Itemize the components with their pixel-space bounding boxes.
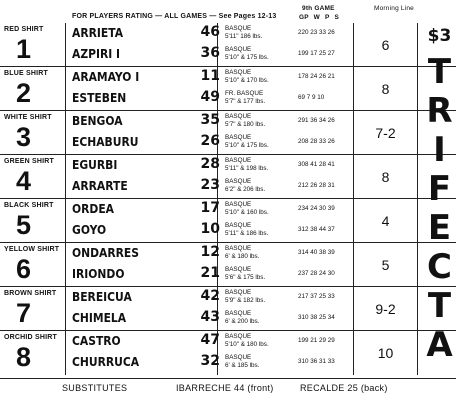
player-number: 23 (200, 177, 220, 193)
player-name: GOYO (72, 222, 107, 237)
player-info (225, 178, 265, 193)
post-row (0, 67, 456, 111)
player-size: 6'2" & 206 lbs. (225, 185, 266, 193)
morning-line-odds: 9-2 (375, 301, 396, 317)
morning-line-cell (353, 23, 418, 67)
player-stats: 291 36 34 26 (298, 117, 335, 124)
shirt-cell (0, 245, 64, 285)
player-info (225, 222, 268, 237)
shirt-color-label: BROWN SHIRT (4, 290, 57, 297)
shirt-cell (0, 289, 64, 329)
trifecta-price: $3 (427, 26, 452, 46)
shirt-color-label: BLACK SHIRT (4, 202, 54, 209)
player-stats: 220 23 33 26 (298, 29, 335, 36)
morning-line-odds: 6 (381, 37, 390, 53)
player-size: 5'10" & 160 lbs. (225, 208, 269, 216)
player-name: EGURBI (72, 157, 118, 172)
shirt-cell (0, 69, 64, 109)
player-info (225, 333, 269, 348)
player-size: 5'7" & 180 lbs. (225, 120, 266, 128)
player-stats: 310 36 31 33 (298, 358, 335, 365)
morning-line-cell (353, 287, 418, 331)
player-info (225, 134, 269, 149)
morning-line-cell (353, 243, 418, 287)
player-origin: BASQUE (225, 25, 252, 32)
post-row (0, 23, 456, 67)
substitutes-bar (0, 378, 456, 398)
morning-line-odds: 10 (377, 345, 394, 361)
player-stats: 178 24 26 21 (298, 73, 335, 80)
player-size: 5'6" & 175 lbs. (225, 273, 266, 281)
post-number: 5 (16, 210, 32, 240)
post-table (0, 23, 456, 375)
post-number: 7 (16, 298, 32, 328)
player-origin: BASQUE (225, 289, 252, 296)
trifecta-letter: T (427, 286, 452, 326)
player-origin: BASQUE (225, 333, 252, 340)
morning-line-cell (353, 111, 418, 155)
player-info (225, 46, 269, 61)
trifecta-letter: A (426, 325, 453, 365)
player-origin: BASQUE (225, 266, 252, 273)
player-size: 5'11" & 186 lbs. (225, 229, 269, 237)
morning-line-odds: 5 (381, 257, 390, 273)
trifecta-letter: E (427, 208, 452, 248)
player-info (225, 310, 259, 325)
player-number: 10 (200, 221, 220, 237)
player-number: 43 (200, 309, 220, 325)
player-stats: 314 40 38 39 (298, 249, 335, 256)
trifecta-letter: F (427, 169, 452, 209)
trifecta-letter: T (427, 52, 452, 92)
trifecta-letter: C (427, 247, 452, 287)
shirt-cell (0, 25, 64, 65)
player-size: 5'10" & 180 lbs. (225, 340, 269, 348)
shirt-cell (0, 201, 64, 241)
morning-line-odds: 7-2 (375, 125, 396, 141)
player-number: 11 (200, 68, 220, 84)
player-number: 46 (200, 24, 220, 40)
substitute-front: IBARRECHE 44 (front) (176, 383, 274, 393)
substitutes-title: SUBSTITUTES (62, 383, 128, 393)
morning-line-cell (353, 331, 418, 375)
player-origin: BASQUE (225, 134, 252, 141)
player-info (225, 113, 265, 128)
player-stats: 212 26 28 31 (298, 182, 335, 189)
player-number: 26 (200, 133, 220, 149)
player-number: 12 (200, 244, 220, 260)
player-number: 32 (200, 353, 220, 369)
stat-columns-header: GP W P S (299, 14, 339, 21)
post-row (0, 243, 456, 287)
shirt-cell (0, 113, 64, 153)
shirt-color-label: GREEN SHIRT (4, 158, 55, 165)
player-size: 5'10" & 175 lbs. (225, 53, 269, 61)
player-info (225, 69, 269, 84)
player-info (225, 201, 269, 216)
player-size: 5'11" 186 lbs. (225, 32, 263, 40)
player-stats: 237 28 24 30 (298, 270, 335, 277)
player-size: 5'7" & 177 lbs. (225, 97, 266, 105)
post-row (0, 287, 456, 331)
player-name: AZPIRI I (72, 46, 121, 61)
shirt-cell (0, 157, 64, 197)
player-stats: 217 37 25 33 (298, 293, 335, 300)
morning-line-odds: 8 (381, 169, 390, 185)
player-origin: FR. BASQUE (225, 90, 264, 97)
player-info (225, 245, 259, 260)
player-origin: BASQUE (225, 354, 252, 361)
player-stats: 199 21 29 29 (298, 337, 335, 344)
post-number: 8 (16, 342, 32, 372)
player-origin: BASQUE (225, 157, 252, 164)
post-number: 4 (16, 166, 32, 196)
player-info (225, 266, 265, 281)
game-number-label: 9th GAME (302, 5, 335, 12)
shirt-color-label: YELLOW SHIRT (4, 246, 60, 253)
player-number: 35 (200, 112, 220, 128)
player-info (225, 157, 268, 172)
morning-line-odds: 8 (381, 81, 390, 97)
shirt-color-label: RED SHIRT (4, 26, 44, 33)
player-name: ONDARRES (72, 245, 140, 260)
player-stats: 312 38 44 37 (298, 226, 335, 233)
player-stats: 69 7 9 10 (298, 94, 325, 101)
player-size: 5'9" & 182 lbs. (225, 296, 266, 304)
player-number: 49 (200, 89, 220, 105)
player-size: 5'10" & 170 lbs. (225, 76, 269, 84)
player-origin: BASQUE (225, 222, 252, 229)
player-number: 28 (200, 156, 220, 172)
player-stats: 208 28 33 26 (298, 138, 335, 145)
shirt-cell (0, 333, 64, 373)
trifecta-letter: R (426, 91, 453, 131)
post-row (0, 111, 456, 155)
post-number: 6 (16, 254, 32, 284)
player-stats: 234 24 30 39 (298, 205, 335, 212)
player-info (225, 90, 265, 105)
post-row (0, 155, 456, 199)
player-name: CHIMELA (72, 310, 127, 325)
player-number: 21 (200, 265, 220, 281)
player-name: CASTRO (72, 333, 121, 348)
player-origin: BASQUE (225, 113, 252, 120)
player-name: IRIONDO (72, 266, 125, 281)
player-stats: 199 17 25 27 (298, 50, 335, 57)
shirt-color-label: WHITE SHIRT (4, 114, 52, 121)
player-size: 5'11" & 198 lbs. (225, 164, 269, 172)
player-origin: BASQUE (225, 201, 252, 208)
player-name: ARRIETA (72, 25, 124, 40)
player-origin: BASQUE (225, 178, 252, 185)
post-row (0, 331, 456, 375)
player-number: 47 (200, 332, 220, 348)
morning-line-cell (353, 199, 418, 243)
shirt-color-label: ORCHID SHIRT (4, 334, 57, 341)
player-info (225, 25, 262, 40)
post-number: 3 (16, 122, 32, 152)
player-name: BEREICUA (72, 289, 132, 304)
program-header: FOR PLAYERS RATING — ALL GAMES — See Pages 12-13 (72, 13, 277, 20)
player-name: ESTEBEN (72, 90, 127, 105)
player-info (225, 289, 265, 304)
player-number: 17 (200, 200, 220, 216)
player-name: ORDEA (72, 201, 115, 216)
post-number: 2 (16, 78, 32, 108)
player-size: 5'10" & 175 lbs. (225, 141, 269, 149)
player-number: 42 (200, 288, 220, 304)
trifecta-letter: I (433, 130, 446, 170)
morning-line-cell (353, 155, 418, 199)
post-row (0, 199, 456, 243)
player-number: 36 (200, 45, 220, 61)
player-name: CHURRUCA (72, 354, 140, 369)
player-origin: BASQUE (225, 245, 252, 252)
player-name: ARAMAYO I (72, 69, 140, 84)
player-size: 6' & 180 lbs. (225, 252, 260, 260)
player-stats: 308 41 28 41 (298, 161, 335, 168)
player-name: ARRARTE (72, 178, 128, 193)
morning-line-cell (353, 67, 418, 111)
substitute-back: RECALDE 25 (back) (300, 383, 388, 393)
player-info (225, 354, 259, 369)
player-name: BENGOA (72, 113, 123, 128)
morning-line-header: Morning Line (374, 5, 414, 12)
morning-line-odds: 4 (381, 213, 390, 229)
player-origin: BASQUE (225, 310, 252, 317)
player-origin: BASQUE (225, 69, 252, 76)
shirt-color-label: BLUE SHIRT (4, 70, 48, 77)
player-name: ECHABURU (72, 134, 139, 149)
post-number: 1 (16, 34, 32, 64)
player-size: 6' & 200 lbs. (225, 317, 260, 325)
player-origin: BASQUE (225, 46, 252, 53)
player-stats: 310 38 25 34 (298, 314, 335, 321)
player-size: 6' & 185 lbs. (225, 361, 260, 369)
